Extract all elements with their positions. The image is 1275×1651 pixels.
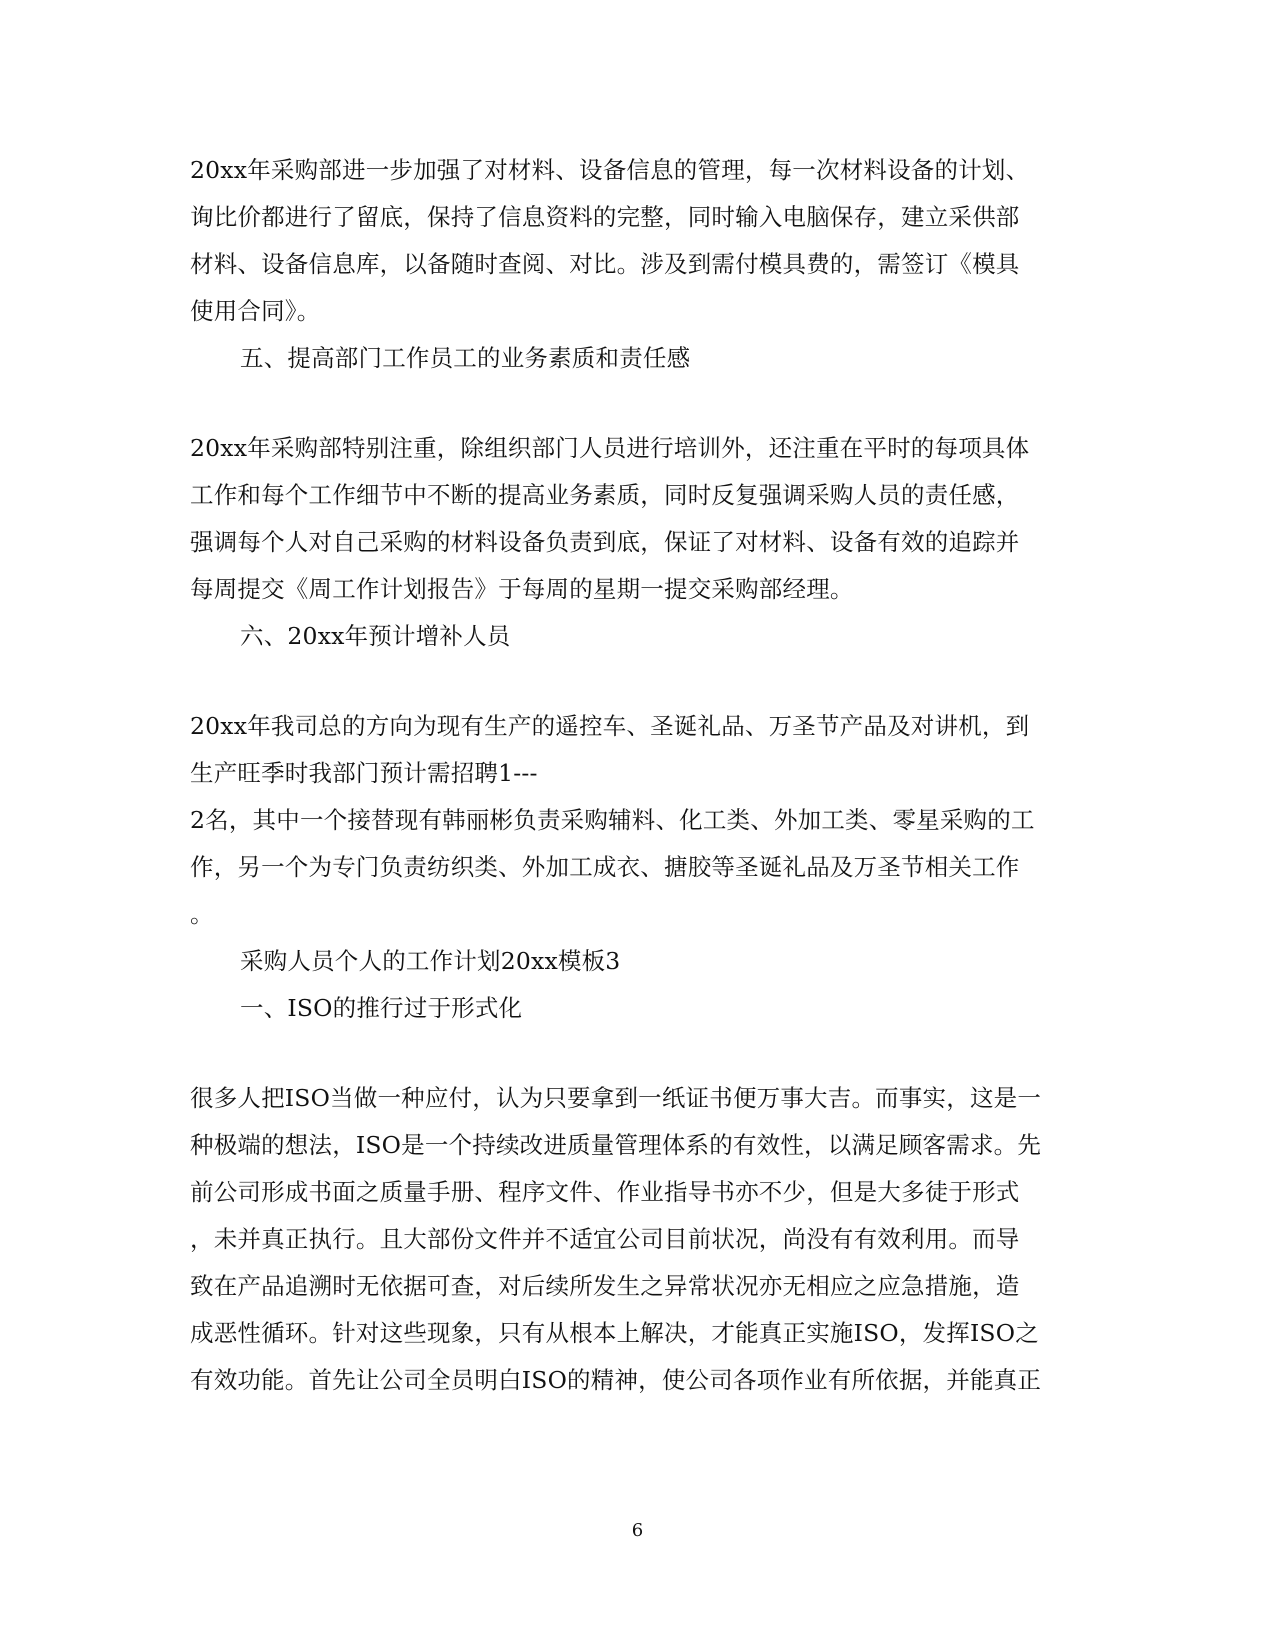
paragraph-line: 询比价都进行了留底，保持了信息资料的完整，同时输入电脑保存，建立采供部 — [190, 203, 1020, 231]
paragraph-line: 致在产品追溯时无依据可查，对后续所发生之异常状况亦无相应之应急措施，造 — [190, 1272, 1020, 1300]
page-number: 6 — [631, 1520, 644, 1541]
paragraph-line: 很多人把ISO当做一种应付，认为只要拿到一纸证书便万事大吉。而事实，这是一 — [190, 1084, 1042, 1112]
paragraph-line: 每周提交《周工作计划报告》于每周的星期一提交采购部经理。 — [190, 575, 854, 603]
paragraph-line: 成恶性循环。针对这些现象，只有从根本上解决，才能真正实施ISO，发挥ISO之 — [190, 1319, 1039, 1347]
paragraph-line: ，未并真正执行。且大部份文件并不适宜公司目前状况，尚没有有效利用。而导 — [190, 1225, 1020, 1253]
paragraph-line: 生产旺季时我部门预计需招聘1--- — [190, 759, 538, 787]
section-heading: 五、提高部门工作员工的业务素质和责任感 — [240, 344, 691, 372]
paragraph-line: 。 — [190, 900, 214, 928]
paragraph-line: 有效功能。首先让公司全员明白ISO的精神，使公司各项作业有所依据，并能真正 — [190, 1366, 1042, 1394]
paragraph-line: 20xx年采购部进一步加强了对材料、设备信息的管理，每一次材料设备的计划、 — [190, 156, 1030, 184]
section-heading: 采购人员个人的工作计划20xx模板3 — [240, 947, 621, 975]
paragraph-line: 材料、设备信息库，以备随时查阅、对比。涉及到需付模具费的，需签订《模具 — [190, 250, 1020, 278]
paragraph-line: 使用合同》。 — [190, 297, 321, 325]
paragraph-line: 2名，其中一个接替现有韩丽彬负责采购辅料、化工类、外加工类、零星采购的工 — [190, 806, 1035, 834]
paragraph-line: 工作和每个工作细节中不断的提高业务素质，同时反复强调采购人员的责任感， — [190, 481, 1020, 509]
paragraph-line: 强调每个人对自己采购的材料设备负责到底，保证了对材料、设备有效的追踪并 — [190, 528, 1020, 556]
paragraph-line: 20xx年采购部特别注重，除组织部门人员进行培训外，还注重在平时的每项具体 — [190, 434, 1030, 462]
paragraph-line: 前公司形成书面之质量手册、程序文件、作业指导书亦不少，但是大多徒于形式 — [190, 1178, 1020, 1206]
paragraph-line: 20xx年我司总的方向为现有生产的遥控车、圣诞礼品、万圣节产品及对讲机，到 — [190, 712, 1030, 740]
section-heading: 六、20xx年预计增补人员 — [240, 622, 511, 650]
section-heading: 一、ISO的推行过于形式化 — [240, 994, 523, 1022]
paragraph-line: 作，另一个为专门负责纺织类、外加工成衣、搪胶等圣诞礼品及万圣节相关工作 — [190, 853, 1020, 881]
paragraph-line: 种极端的想法，ISO是一个持续改进质量管理体系的有效性，以满足顾客需求。先 — [190, 1131, 1042, 1159]
